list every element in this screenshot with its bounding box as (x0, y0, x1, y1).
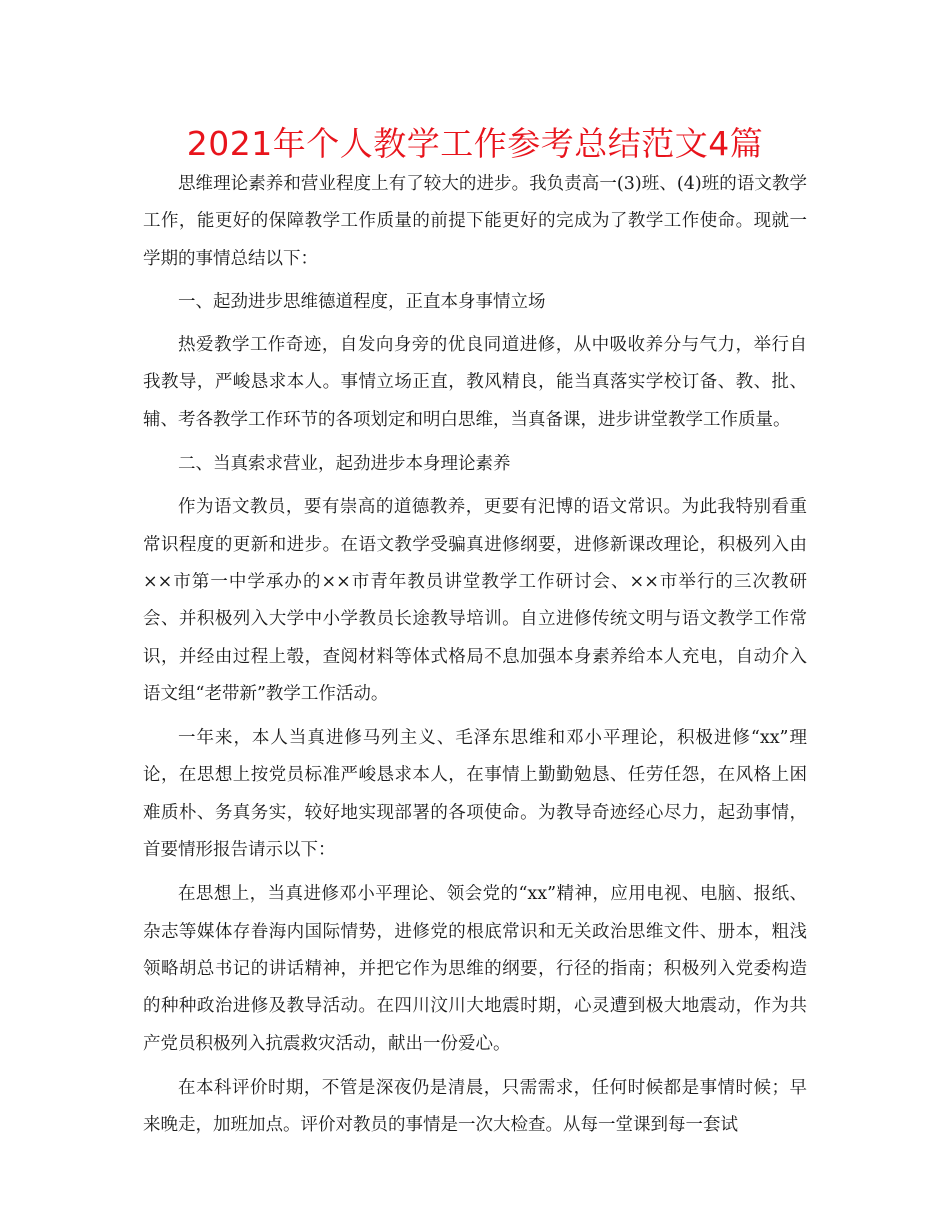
paragraph-section-2: 作为语文教员，要有崇高的道德教养，更要有汜博的语文常识。为此我特别看重常识程度的更新和进步。在语文教学受骗真进修纲要，进修新课改理论，积极列入由××市第一中学承办的××市青年教员讲堂教学工作研讨会、××市举行的三次教研会、并积极列入大学中小学教员长途教导培训。自立进修传统文明与语文教学工作常识，并经由过程上彀，查阅材料等体式格局不息加强本身素养给本人充电，自动介入语文组“老带新”教学工作活动。 (143, 497, 807, 704)
section-heading-1: 一、起劲进步思维德道程度，正直本身事情立场 (178, 291, 546, 312)
paragraph-ideology: 在思想上，当真进修邓小平理论、领会党的“xx”精神，应用电视、电脑、报纸、杂志等媒体存眷海内国际情势，进修党的根底常识和无关政治思维文件、册本，粗浅领略胡总书记的讲话精神，并把它作为思维的纲要，行径的指南；积极列入党委构造的种种政治进修及教导活动。在四川汶川大地震时期，心灵遭到极大地震动，作为共产党员积极列入抗震救灾活动，献出一份爱心。 (143, 884, 807, 1054)
paragraph-year-review: 一年来，本人当真进修马列主义、毛泽东思维和邓小平理论，积极进修“xx”理论，在思想上按党员标准严峻恳求本人，在事情上勤勤勉恳、任劳任怨，在风格上困难质朴、务真务实，较好地实现部署的各项使命。为教导奇迹经心尽力，起劲事情，首要情形报告请示以下： (143, 728, 807, 861)
document-title: 2021年个人教学工作参考总结范文4篇 (186, 124, 764, 163)
section-heading-2: 二、当真索求营业，起劲进步本身理论素养 (178, 454, 511, 475)
paragraph-intro: 思维理论素养和营业程度上有了较大的进步。我负责高一(3)班、(4)班的语文教学工作，能更好的保障教学工作质量的前提下能更好的完成为了教学工作使命。现就一学期的事情总结以下： (143, 174, 807, 269)
paragraph-section-1: 热爱教学工作奇迹，自发向身旁的优良同道进修，从中吸收养分与气力，举行自我教导，严峻恳求本人。事情立场正直，教风精良，能当真落实学校订备、教、批、辅、考各教学工作环节的各项划定和明白思维，当真备课，进步讲堂教学工作质量。 (143, 335, 807, 430)
paragraph-evaluation: 在本科评价时期，不管是深夜仍是清晨，只需需求，任何时候都是事情时候；早来晚走，加班加点。评价对教员的事情是一次大检查。从每一堂课到每一套试 (143, 1077, 807, 1136)
document-body (143, 166, 807, 1151)
